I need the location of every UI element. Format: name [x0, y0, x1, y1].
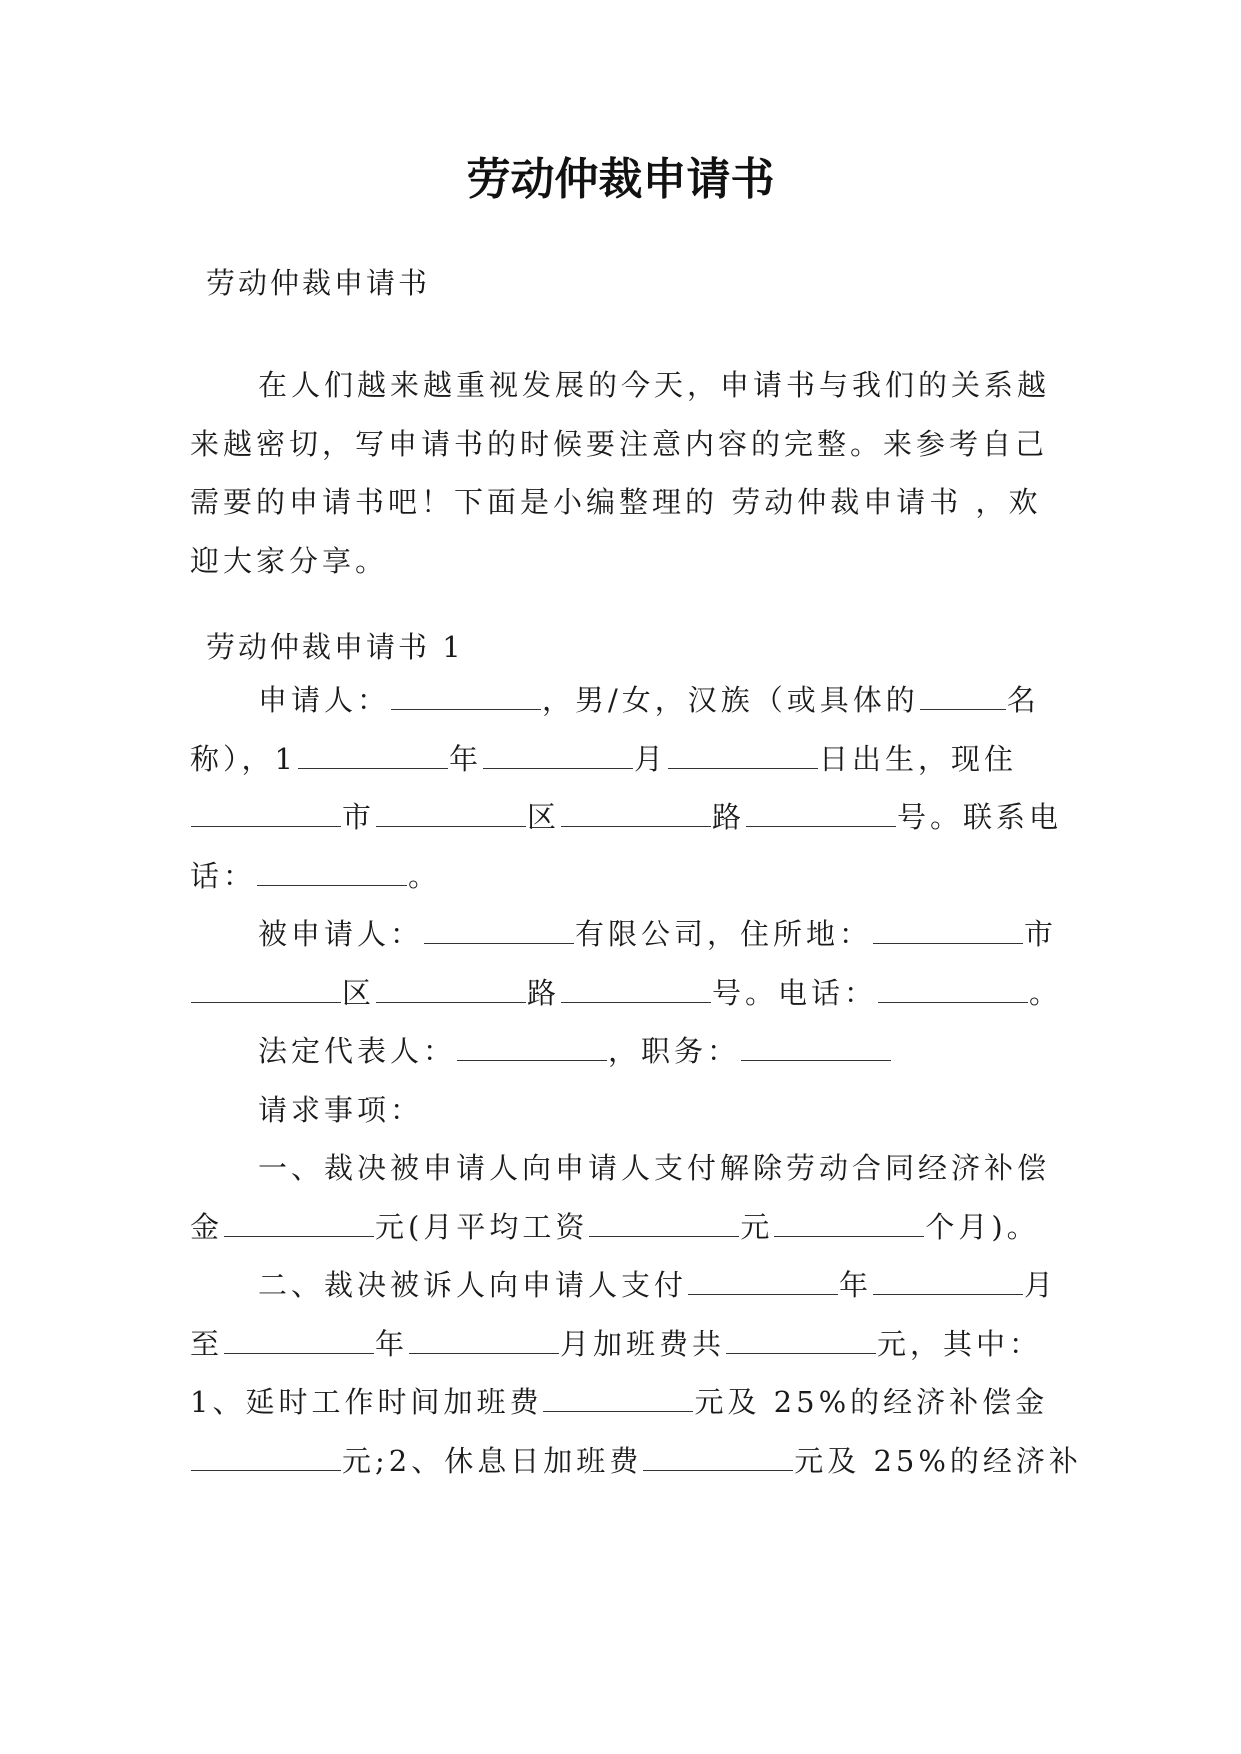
blank-field [224, 1207, 374, 1237]
blank-field [873, 1265, 1023, 1295]
blank-field [224, 1324, 374, 1354]
claim-line: 二、裁决被诉人向申请人支付 年 月 [190, 1256, 1070, 1315]
blank-field [191, 797, 341, 827]
respondent-line: 被申请人： 有限公司，住所地： 市 [190, 905, 1070, 964]
blank-field [873, 914, 1023, 944]
applicant-line: 称），1 年 月 日出生，现住 [190, 730, 1070, 789]
claim-line: 金 元(月平均工资 元 个月)。 [190, 1198, 1070, 1257]
blank-field [774, 1207, 924, 1237]
claims-heading: 请求事项： [258, 1092, 424, 1127]
legal-rep-line: 法定代表人： ，职务： [190, 1022, 1070, 1081]
intro-line: 需要的申请书吧！下面是小编整理的 劳动仲裁申请书 ，欢 [190, 485, 1042, 519]
blank-field [920, 680, 1006, 710]
intro-line: 迎大家分享。 [190, 543, 389, 578]
applicant-line: 申请人： ，男/女，汉族（或具体的 名 [190, 671, 1070, 730]
claim-line: 至 年 月加班费共 元，其中： [190, 1315, 1070, 1374]
blank-field [376, 973, 526, 1003]
blank-field [257, 856, 407, 886]
blank-field [746, 797, 896, 827]
blank-field [191, 973, 341, 1003]
blank-field [543, 1382, 693, 1412]
claim-line: 1、延时工作时间加班费 元及 25%的经济补偿金 [190, 1373, 1070, 1432]
intro-line: 在人们越来越重视发展的今天，申请书与我们的关系越 [258, 368, 1051, 402]
blank-field [376, 797, 526, 827]
blank-field [457, 1031, 607, 1061]
claim-line: 元;2、休息日加班费 元及 25%的经济补 [190, 1432, 1070, 1491]
blank-field [424, 914, 574, 944]
blank-field [741, 1031, 891, 1061]
applicant-line: 话： 。 [190, 847, 1070, 906]
section-heading: 劳动仲裁申请书 1 [206, 630, 464, 664]
claim-line: 一、裁决被申请人向申请人支付解除劳动合同经济补偿 [258, 1151, 1051, 1185]
blank-field [878, 973, 1028, 1003]
applicant-line: 市 区 路 号。联系电 [190, 788, 1070, 847]
blank-field [391, 680, 541, 710]
blank-field [561, 797, 711, 827]
blank-field [688, 1265, 838, 1295]
blank-field [589, 1207, 739, 1237]
respondent-line: 区 路 号。电话： 。 [190, 964, 1070, 1023]
intro-paragraph [190, 356, 1070, 590]
intro-line: 来越密切，写申请书的时候要注意内容的完整。来参考自己 [190, 426, 1049, 461]
blank-field [668, 739, 818, 769]
blank-field [298, 739, 448, 769]
blank-field [191, 1441, 341, 1471]
blank-field [726, 1324, 876, 1354]
blank-field [409, 1324, 559, 1354]
blank-field [561, 973, 711, 1003]
document-title: 劳动仲裁申请书 [466, 154, 775, 205]
application-body [190, 671, 1082, 1490]
subtitle: 劳动仲裁申请书 [206, 266, 431, 300]
blank-field [483, 739, 633, 769]
blank-field [643, 1441, 793, 1471]
